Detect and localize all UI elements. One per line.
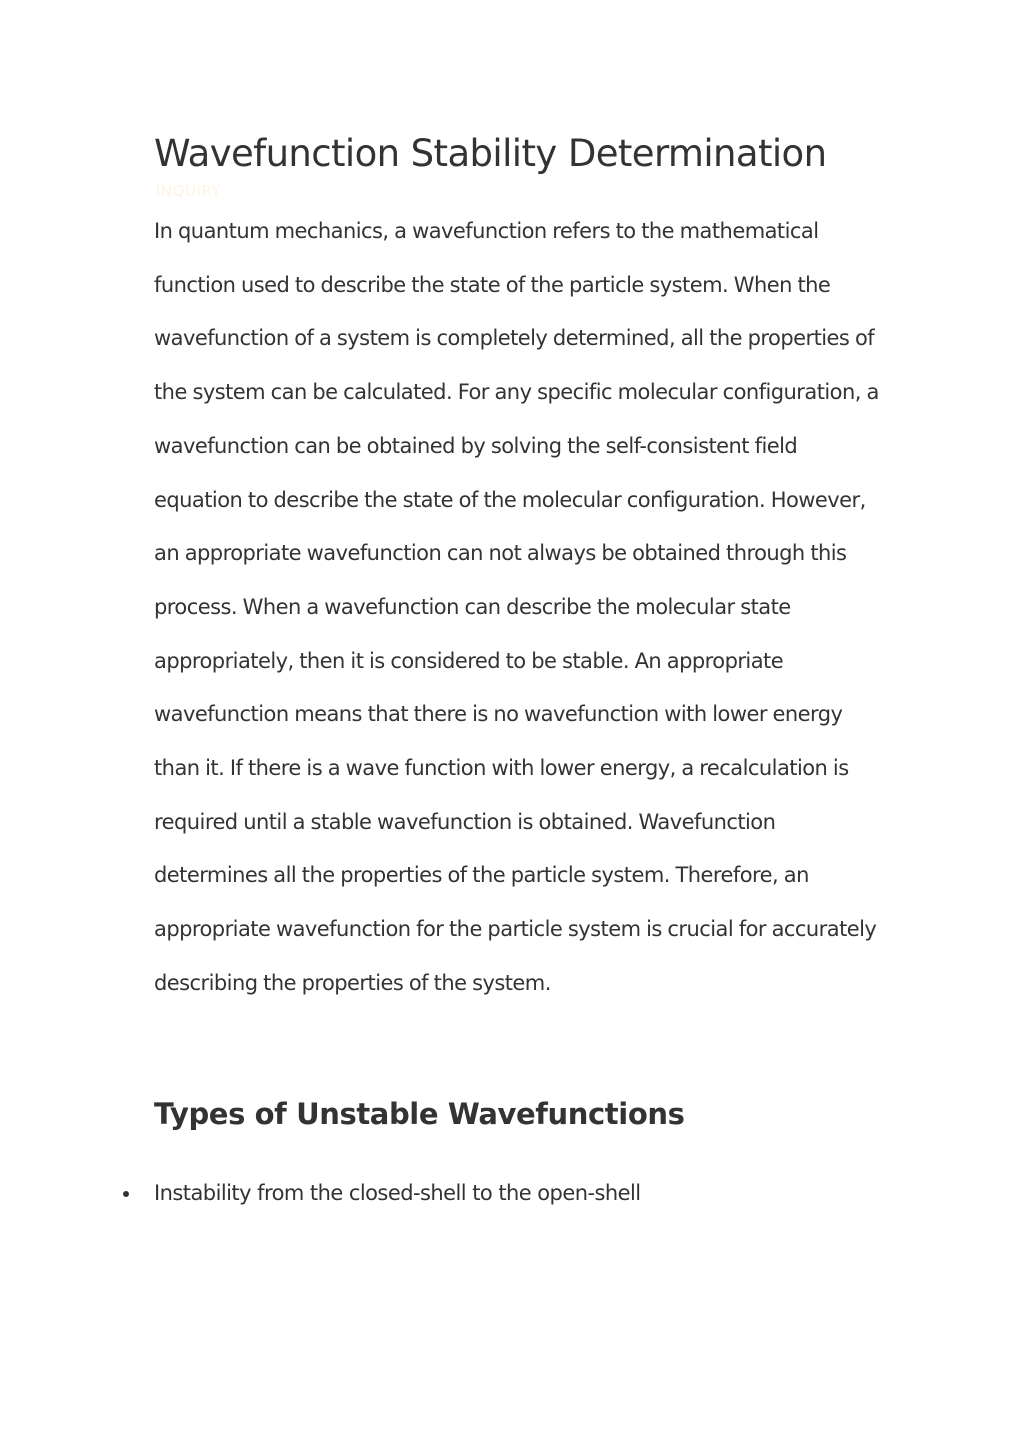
inquiry-link[interactable]: INQUIRY	[156, 182, 221, 200]
section-heading: Types of Unstable Wavefunctions	[154, 1097, 685, 1131]
page-title: Wavefunction Stability Determination	[154, 132, 827, 175]
bullet-list	[0, 1172, 1023, 1214]
bullet-icon	[123, 1191, 129, 1197]
list-item	[0, 1172, 1023, 1214]
intro-paragraph: In quantum mechanics, a wavefunction refers to the mathematical function used to describe the state of the particle system. When the wavefunction of a system is completely determined, all the properties of the system can be calculated. For any specific molecular configuration, a wavefunction can be obtained by solving the self-consistent field equation to describe the state of the molecular configuration. However, an appropriate wavefunction can not always be obtained through this process. When a wavefunction can describe the molecular state appropriately, then it is considered to be stable. An appropriate wavefunction means that there is no wavefunction with lower energy than it. If there is a wave function with lower energy, a recalculation is required until a stable wavefunction is obtained. Wavefunction determines all the properties of the particle system. Therefore, an appropriate wavefunction for the particle system is crucial for accurately describing the properties of the system.	[154, 219, 879, 995]
list-item-text: Instability from the closed-shell to the open-shell	[154, 1181, 641, 1205]
